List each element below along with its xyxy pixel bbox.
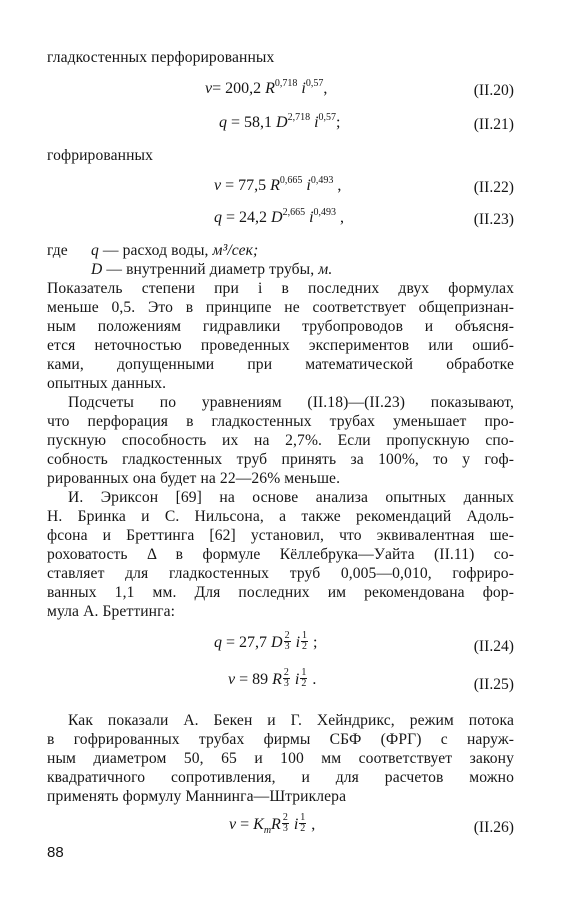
text-line: мула А. Бреттинга: <box>47 603 176 620</box>
text-line: Подсчеты по уравнениям (II.18)—(II.23) показывают, <box>68 394 514 411</box>
equation-II-21: q = 58,1 D$^{2,718}$ $i^{0,57}$; <box>219 112 341 131</box>
equation-number: (II.26) <box>473 819 514 836</box>
text-line: что перфорация в гладкостенных трубах уменьшает про- <box>47 413 514 430</box>
section-label-smooth-perforated: гладкостенных перфорированных <box>47 49 275 66</box>
equation-number: (II.23) <box>473 211 514 228</box>
exponent-fraction: $\frac{1}{2}$ <box>302 630 308 652</box>
section-label-corrugated: гофрированных <box>47 147 153 164</box>
equation-number: (II.21) <box>473 116 514 133</box>
text-line: роховатость Δ в формуле Кёллебрука—Уайта (II.11) со- <box>47 546 514 563</box>
text-line: собность гладкостенных труб принять за 100%, то у гоф- <box>47 451 514 468</box>
text-line: меньше 0,5. Это в принципе не соответствует общепризнан- <box>47 299 514 316</box>
text-line: Н. Бринка и С. Нильсона, а также рекомендаций Адоль- <box>47 508 514 525</box>
exponent-fraction: $\frac{2}{3}$ <box>284 630 290 652</box>
where-label: где <box>47 242 68 259</box>
equation-II-23: q = 24,2 D$^{2,665}$ $i^{0,493}$ , <box>214 207 345 226</box>
text-line: рированных она будет на 22—26% меньше. <box>47 470 341 487</box>
equation-number: (II.22) <box>473 179 514 196</box>
text-line: И. Эриксон [69] на основе анализа опытных данных <box>68 489 514 506</box>
page-number: 88 <box>47 844 64 861</box>
where-definition-q: q — расход воды, м³/сек; <box>91 242 259 259</box>
equation-II-20: v= 200,2 R$^{0,718}$ $i^{0,57}$, <box>205 78 328 97</box>
exponent-fraction: $\frac{1}{2}$ <box>301 667 307 689</box>
where-definition-D: D — внутренний диаметр трубы, м. <box>91 261 333 278</box>
text-line: ставляет для гладкостенных труб 0,005—0,010, гофриро- <box>47 565 514 582</box>
equation-number: (II.20) <box>473 82 514 99</box>
exponent-fraction: $\frac{2}{3}$ <box>283 667 289 689</box>
text-line: в гофрированных трубах фирмы СБФ (ФРГ) с наруж- <box>47 731 514 748</box>
exponent-fraction: $\frac{2}{3}$ <box>282 812 288 834</box>
exponent-fraction: $\frac{1}{2}$ <box>300 812 306 834</box>
text-line: применять формулу Маннинга—Штриклера <box>47 788 347 805</box>
text-line: ванных 1,1 мм. Для последних им рекомендована фор- <box>47 584 514 601</box>
text-line: пускную способность их на 2,7%. Если пропускную спо- <box>47 432 514 449</box>
equation-number: (II.24) <box>473 638 514 655</box>
equation-II-22: v = 77,5 R$^{0,665}$ $i^{0,493}$ , <box>214 175 342 194</box>
text-line: ным положениям гидравлики трубопроводов и объясня- <box>47 318 514 335</box>
equation-II-25: v = 89 R $\frac{2}{3}$ i $\frac{1}{2}$ . <box>228 667 317 689</box>
equation-II-24: q = 27,7 D $\frac{2}{3}$ i $\frac{1}{2}$ ; <box>214 630 318 652</box>
equation-number: (II.25) <box>473 676 514 693</box>
text-line: Как показали А. Бекен и Г. Хейндрикс, режим потока <box>68 712 514 729</box>
text-line: ным диаметром 50, 65 и 100 мм соответствует закону <box>47 750 514 767</box>
equation-II-26: $v = K_mR$ $\frac{2}{3}$ i $\frac{1}{2}$ , <box>229 812 316 837</box>
text-line: ется неточностью проведенных экспериментов или ошиб- <box>47 337 514 354</box>
text-line: квадратичного сопротивления, и для расчетов можно <box>47 769 514 786</box>
text-line: Показатель степени при i в последних двух формулах <box>47 280 514 297</box>
text-line: фсона и Бреттинга [62] установил, что эквивалентная ше- <box>47 527 514 544</box>
text-line: ками, допущенными при математической обработке <box>47 356 514 373</box>
text-line: опытных данных. <box>47 375 167 392</box>
